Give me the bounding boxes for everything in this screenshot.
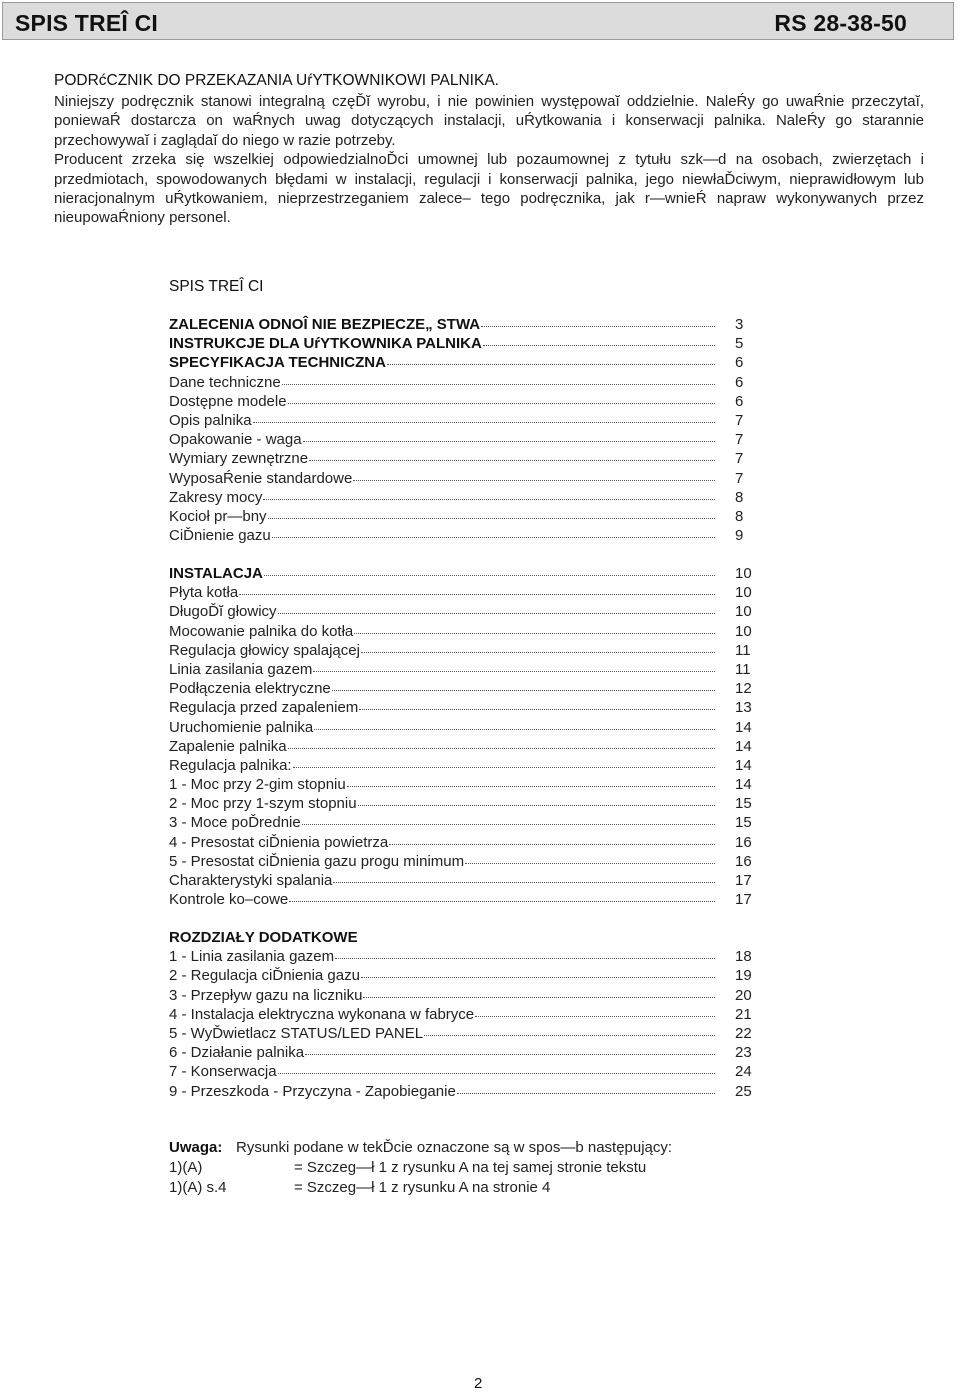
toc-dot-leader: [389, 844, 715, 845]
toc-entry-page: 17: [735, 872, 752, 889]
toc-dot-leader: [361, 652, 715, 653]
toc-entry-title: Regulacja głowicy spalającej: [169, 641, 360, 659]
note-text: Rysunki podane w tekĎcie oznaczone są w spos—b następujący:: [236, 1139, 673, 1156]
toc-entry-page: 15: [735, 814, 752, 832]
toc-dot-leader: [333, 882, 715, 883]
note-row-1-key: 1)(A): [169, 1159, 203, 1176]
toc-dot-leader: [354, 633, 715, 634]
toc-entry-title: Płyta kotła: [169, 584, 239, 602]
toc-entry: [169, 756, 759, 775]
toc-entry: [169, 679, 759, 698]
toc-entry: [169, 315, 759, 334]
toc-dot-leader: [264, 575, 715, 576]
toc-entry: [169, 1005, 759, 1024]
toc-dot-leader: [282, 384, 715, 385]
toc-entry-title: 1 - Moc przy 2-gim stopniu: [169, 776, 346, 794]
toc-entry-page: 19: [735, 967, 752, 985]
toc-entry-title: Dostępne modele: [169, 392, 287, 410]
toc-entry-page: 7: [735, 469, 744, 487]
toc-entry: [169, 966, 759, 985]
toc-entry-title: Uruchomienie palnika: [169, 718, 314, 736]
toc-entry: [169, 1043, 759, 1062]
toc-entry-title: Wymiary zewnętrzne: [169, 450, 309, 468]
toc-entry-page: 11: [735, 641, 751, 659]
intro-paragraph-1: Niniejszy podręcznik stanowi integralną częĎĭ wyrobu, i nie powinien występowaĭ oddzielnie. NaleŔy go uwaŔnie przeczytaĭ, poniewaŔ dostarcza on waŔnych uwag dotyczących instalacji, uŔytkowania i konserwacji palnika. NaleŔy go starannie przechowywaĭ i zaglądaĭ do niego w razie potrzeby.: [54, 93, 924, 149]
page-number: 2: [474, 1375, 483, 1392]
toc-entry: [169, 1062, 759, 1081]
note-row-2: [169, 1178, 551, 1198]
toc-entry-page: 12: [735, 680, 752, 698]
toc-dot-leader: [289, 901, 715, 902]
toc-entry-page: 23: [735, 1044, 752, 1062]
note-row-1-value: = Szczeg—ł 1 z rysunku A na tej samej stronie tekstu: [294, 1159, 647, 1176]
toc-entry-title: Mocowanie palnika do kotła: [169, 622, 354, 640]
toc-entry-page: 5: [735, 335, 744, 353]
toc-entry-title: SPECYFIKACJA TECHNICZNA: [169, 354, 386, 372]
toc-entry-page: 24: [735, 1063, 752, 1081]
toc-entry-page: 10: [735, 603, 752, 621]
toc-entry-page: 14: [735, 776, 752, 794]
toc-entry-page: 6: [735, 392, 744, 410]
toc-dot-leader: [278, 613, 715, 614]
toc-entry-title: Charakterystyki spalania: [169, 872, 333, 889]
toc-entry-page: 21: [735, 1005, 752, 1023]
toc-entry-page: 6: [735, 354, 744, 372]
toc-dot-leader: [272, 537, 715, 538]
toc-entry-title: 2 - Regulacja ciĎnienia gazu: [169, 967, 360, 985]
toc-dot-leader: [353, 480, 715, 481]
toc-dot-leader: [268, 518, 715, 519]
toc-entry-title: 3 - Moce poĎrednie: [169, 814, 301, 832]
notes-block: [169, 1138, 673, 1198]
toc-entry-title: INSTRUKCJE DLA UŕYTKOWNIKA PALNIKA: [169, 335, 482, 353]
toc-entry-page: 10: [735, 622, 752, 640]
toc-entry-title: WyposaŔenie standardowe: [169, 469, 353, 487]
toc-dot-leader: [361, 977, 715, 978]
toc-entry: [169, 392, 759, 411]
note-intro-row: [169, 1138, 673, 1158]
toc-dot-leader: [332, 690, 715, 691]
toc-entry-title: 7 - Konserwacja: [169, 1063, 277, 1081]
toc-entry-page: 8: [735, 488, 744, 506]
toc-entry-page: 20: [735, 986, 752, 1004]
toc-entry-page: 15: [735, 795, 752, 813]
toc-entry-title: Dane techniczne: [169, 373, 281, 391]
toc-entry: [169, 1024, 759, 1043]
toc-dot-leader: [387, 364, 715, 365]
toc-entry-title: 1 - Linia zasilania gazem: [169, 948, 335, 966]
toc-dot-leader: [465, 863, 715, 864]
header-title-left: SPIS TREÎ CI: [15, 10, 158, 36]
note-row-2-value: = Szczeg—ł 1 z rysunku A na stronie 4: [294, 1179, 551, 1196]
header-model-code: RS 28-38-50: [774, 10, 907, 36]
toc-entry-page: 8: [735, 507, 744, 525]
toc-entry: [169, 622, 759, 641]
toc-entry: [169, 469, 759, 488]
toc-entry: [169, 813, 759, 832]
toc-dot-leader: [358, 805, 715, 806]
toc-dot-leader: [335, 958, 715, 959]
toc-entry: [169, 660, 759, 679]
toc-entry-title: 5 - WyĎwietlacz STATUS/LED PANEL: [169, 1024, 424, 1042]
toc-dot-leader: [305, 1054, 715, 1055]
toc-dot-leader: [359, 709, 715, 710]
toc-entry-page: 6: [735, 373, 744, 391]
toc-entry-title: 4 - Instalacja elektryczna wykonana w fabryce: [169, 1005, 475, 1023]
toc-dot-leader: [278, 1073, 715, 1074]
toc-entry: [169, 871, 759, 890]
toc-dot-leader: [263, 499, 715, 500]
toc-entry: [169, 833, 759, 852]
toc-entry-page: 7: [735, 431, 744, 449]
toc-entry-title: DługoĎĭ głowicy: [169, 603, 277, 621]
toc-entry-page: 10: [735, 565, 752, 582]
toc-entry: [169, 353, 759, 372]
toc-entry-page: 18: [735, 948, 752, 966]
document-heading: PODRćCZNIK DO PRZEKAZANIA UŕYTKOWNIKOWI PALNIKA.: [54, 72, 499, 89]
toc-entry-page: 22: [735, 1024, 752, 1042]
toc-entry-page: 9: [735, 527, 744, 545]
note-row-2-key: 1)(A) s.4: [169, 1179, 227, 1196]
toc-entry-title: 5 - Presostat ciĎnienia gazu progu minimum: [169, 852, 465, 870]
intro-text: [54, 92, 924, 228]
toc-entry-page: 14: [735, 737, 752, 755]
toc-entry-title: Opakowanie - waga: [169, 431, 302, 449]
toc-entry-page: 13: [735, 699, 752, 717]
toc-entry-title: Kocioł pr—bny: [169, 507, 267, 525]
toc-entry-page: 25: [735, 1082, 752, 1100]
toc-entry-title: 9 - Przeszkoda - Przyczyna - Zapobieganie: [169, 1082, 456, 1100]
toc-entry-title: Zapalenie palnika: [169, 737, 287, 755]
toc-entry-page: 3: [735, 316, 744, 333]
toc-dot-leader: [363, 997, 715, 998]
toc-dot-leader: [314, 729, 715, 730]
toc-entry-title: 3 - Przepływ gazu na liczniku: [169, 986, 363, 1004]
toc-entry-page: 16: [735, 852, 752, 870]
toc-group-installation: [169, 564, 759, 909]
toc-dot-leader: [288, 748, 715, 749]
toc-entry: [169, 890, 759, 909]
toc-entry-page: 7: [735, 450, 744, 468]
toc-entry: [169, 526, 759, 545]
toc-dot-leader: [288, 403, 715, 404]
header-bar: [2, 2, 954, 40]
toc-group-appendix: [169, 928, 759, 1101]
toc-group-specification: [169, 315, 759, 545]
toc-entry-page: 16: [735, 833, 752, 851]
toc-entry: [169, 507, 759, 526]
toc-entry: [169, 641, 759, 660]
toc-entry: [169, 373, 759, 392]
toc-dot-leader: [481, 326, 715, 327]
toc-entry: [169, 488, 759, 507]
toc-entry-title: Zakresy mocy: [169, 488, 263, 506]
intro-paragraph-2: Producent zrzeka się wszelkiej odpowiedzialnoĎci umownej lub pozaumownej z tytułu szk—d na osobach, zwierzętach i przedmiotach, spowodowanych błędami w instalacji, regulacji i konserwacji palnika, jego niewłaĎciwym, nieprawidłowym lub nieracjonalnym uŔytkowaniem, nieprzestrzeganiem zalece– tego podręcznika, jak r—wnieŔ napraw wykonywanych przez nieupowaŔniony personel.: [54, 151, 924, 227]
toc-entry-page: 10: [735, 584, 752, 602]
toc-entry: [169, 564, 759, 583]
toc-dot-leader: [309, 460, 715, 461]
toc-dot-leader: [302, 824, 715, 825]
note-label: Uwaga:: [169, 1139, 223, 1156]
toc-entry: [169, 947, 759, 966]
toc-heading-appendix: ROZDZIAŁY DODATKOWE: [169, 929, 358, 946]
toc-dot-leader: [457, 1093, 715, 1094]
toc-dot-leader: [483, 345, 715, 346]
toc-dot-leader: [253, 422, 715, 423]
toc-entry-page: 14: [735, 718, 752, 736]
toc-entry: [169, 718, 759, 737]
toc-title: SPIS TREÎ CI: [169, 278, 264, 295]
toc-entry-page: 17: [735, 891, 752, 909]
toc-entry-title: Opis palnika: [169, 411, 252, 429]
toc-entry-title: Kontrole ko–cowe: [169, 891, 289, 909]
toc-entry: [169, 334, 759, 353]
toc-entry-title: Podłączenia elektryczne: [169, 680, 331, 698]
toc-dot-leader: [475, 1016, 715, 1017]
toc-entry: [169, 737, 759, 756]
toc-entry-title: 6 - Działanie palnika: [169, 1044, 305, 1062]
toc-entry: [169, 1082, 759, 1101]
toc-entry-title: ZALECENIA ODNOÎ NIE BEZPIECZE„ STWA: [169, 316, 481, 333]
toc-dot-leader: [424, 1035, 715, 1036]
toc-entry: [169, 698, 759, 717]
toc-dot-leader: [293, 767, 715, 768]
toc-entry: [169, 852, 759, 871]
toc-entry: [169, 775, 759, 794]
toc-dot-leader: [239, 594, 715, 595]
toc-entry: [169, 449, 759, 468]
toc-entry: [169, 986, 759, 1005]
toc-dot-leader: [313, 671, 715, 672]
toc-entry: [169, 430, 759, 449]
toc-entry: [169, 794, 759, 813]
toc-entry: [169, 583, 759, 602]
toc-entry: [169, 411, 759, 430]
toc-entry-title: 2 - Moc przy 1-szym stopniu: [169, 795, 357, 813]
toc-entry-title: CiĎnienie gazu: [169, 527, 271, 545]
note-row-1: [169, 1158, 647, 1178]
toc-entry-title: 4 - Presostat ciĎnienia powietrza: [169, 833, 389, 851]
toc-dot-leader: [347, 786, 715, 787]
toc-entry-title: Regulacja palnika:: [169, 756, 292, 774]
toc-entry-title: INSTALACJA: [169, 565, 263, 582]
toc-entry-page: 14: [735, 756, 752, 774]
toc-entry-title: Linia zasilania gazem: [169, 660, 313, 678]
toc-entry-page: 11: [735, 660, 751, 678]
toc-entry-title: Regulacja przed zapaleniem: [169, 699, 359, 717]
toc-dot-leader: [303, 441, 715, 442]
toc-entry-page: 7: [735, 411, 744, 429]
toc-entry: [169, 602, 759, 621]
